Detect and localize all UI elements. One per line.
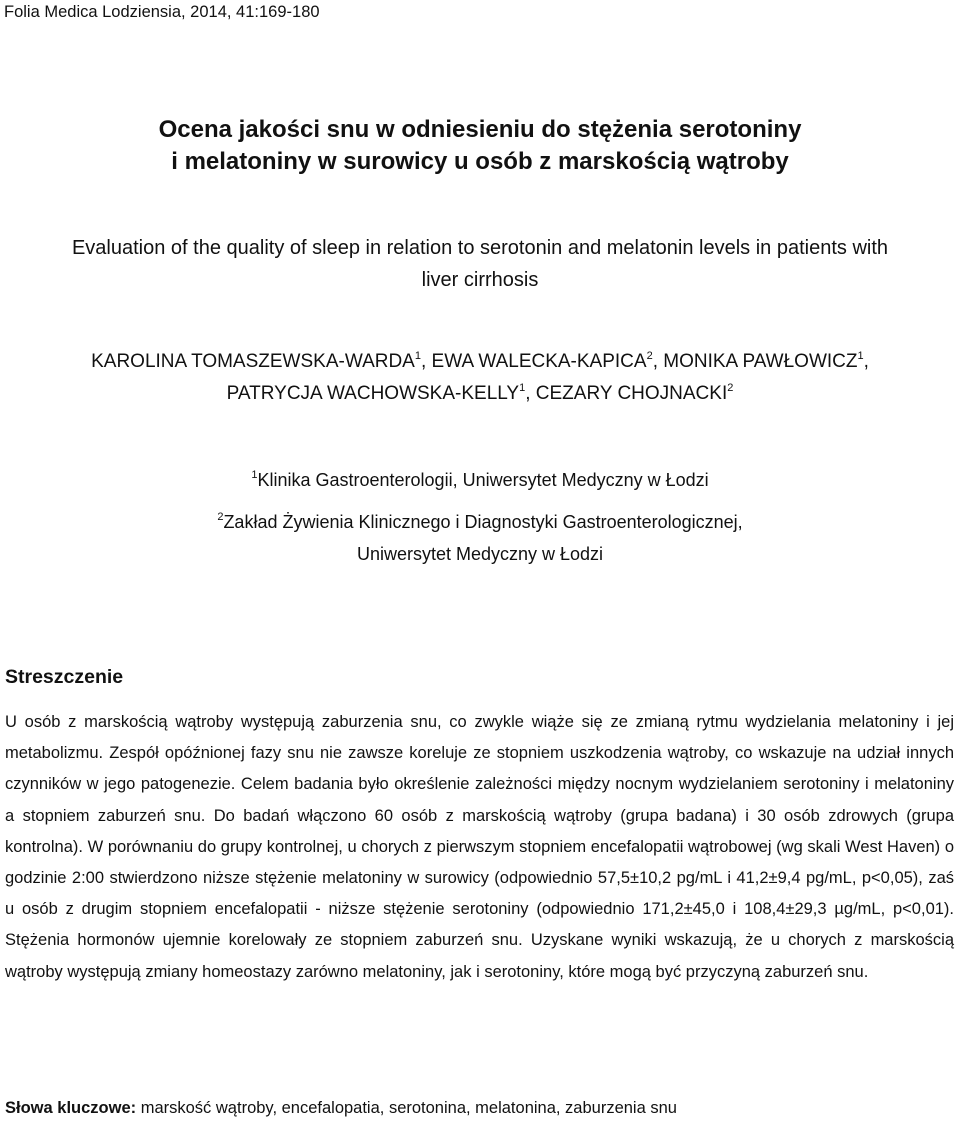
- title-polish-line-2: i melatoniny w surowicy u osób z marskością wątroby: [171, 148, 789, 175]
- affiliation-mark: 1: [251, 469, 258, 481]
- title-polish: [0, 114, 960, 178]
- abstract-heading: Streszczenie: [5, 666, 124, 688]
- author-list: [0, 346, 960, 410]
- keywords-text: marskość wątroby, encefalopatia, serotonina, melatonina, zaburzenia snu: [140, 1099, 677, 1117]
- keywords-label: Słowa kluczowe:: [5, 1099, 137, 1117]
- author-name: CEZARY CHOJNACKI: [535, 383, 728, 404]
- author-name: MONIKA PAWŁOWICZ: [663, 351, 858, 372]
- journal-reference: Folia Medica Lodziensia, 2014, 41:169-180: [4, 3, 320, 21]
- affiliation-1: [0, 464, 960, 496]
- author-line-2: PATRYCJA WACHOWSKA-KELLY$^1$, CEZARY CHOJNACKI$^2$: [226, 382, 734, 404]
- author-line-1: KAROLINA TOMASZEWSKA-WARDA$^1$, EWA WALECKA-KAPICA$^2$, MONIKA PAWŁOWICZ$^1$,: [91, 350, 869, 372]
- affiliation-2: [0, 506, 960, 570]
- affiliation-text-line-2: Uniwersytet Medyczny w Łodzi: [356, 544, 604, 564]
- author-name: KAROLINA TOMASZEWSKA-WARDA: [91, 351, 415, 372]
- author-name: PATRYCJA WACHOWSKA-KELLY: [226, 383, 520, 404]
- keywords: [5, 1097, 677, 1119]
- title-english-line-2: liver cirrhosis: [421, 269, 539, 291]
- author-affiliation-mark: 1: [414, 350, 421, 362]
- affiliation-mark: 2: [217, 511, 224, 523]
- title-english-line-1: Evaluation of the quality of sleep in relation to serotonin and melatonin levels in patients with: [71, 237, 889, 259]
- author-affiliation-mark: 1: [857, 350, 864, 362]
- title-english: [0, 232, 960, 296]
- abstract-text: U osób z marskością wątroby występują zaburzenia snu, co zwykle wiąże się ze zmianą rytmu wydzielania melatoniny i jej metabolizmu. Zespół opóźnionej fazy snu nie zawsze koreluje ze stopniem uszkodzenia wątroby, co wskazuje na udział innych czynników w jego patogenezie. Celem badania było określenie zależności między nocnym wydzielaniem serotoniny i melatoniny a stopniem zaburzeń snu. Do badań włączono 60 osób z marskością wątroby (grupa badana) i 30 osób zdrowych (grupa kontrolna). W porównaniu do grupy kontrolnej, u chorych z pierwszym stopniem encefalopatii wątrobowej (wg skali West Haven) o godzinie 2:00 stwierdzono niższe stężenie melatoniny w surowicy (odpowiednio 57,5±10,2 pg/mL i 41,2±9,4 pg/mL, p<0,05), zaś u osób z drugim stopniem encefalopatii - niższe stężenie serotoniny (odpowiednio 171,2±45,0 i 108,4±29,3 µg/mL, p<0,01). Stężenia hormonów ujemnie korelowały ze stopniem zaburzeń snu. Uzyskane wyniki wskazują, że u chorych z marskością wątroby występują zmiany homeostazy zarówno melatoniny, jak i serotoniny, które mogą być przyczyną zaburzeń snu.: [5, 713, 954, 981]
- affiliation-text: Klinika Gastroenterologii, Uniwersytet Medyczny w Łodzi: [257, 470, 709, 490]
- author-name: EWA WALECKA-KAPICA: [431, 351, 647, 372]
- author-affiliation-mark: 1: [519, 382, 526, 394]
- affiliation-text-line-1: Zakład Żywienia Klinicznego i Diagnostyki Gastroenterologicznej,: [223, 512, 743, 532]
- author-affiliation-mark: 2: [646, 350, 653, 362]
- title-polish-line-1: Ocena jakości snu w odniesieniu do stężenia serotoniny: [158, 116, 802, 143]
- author-affiliation-mark: 2: [727, 382, 734, 394]
